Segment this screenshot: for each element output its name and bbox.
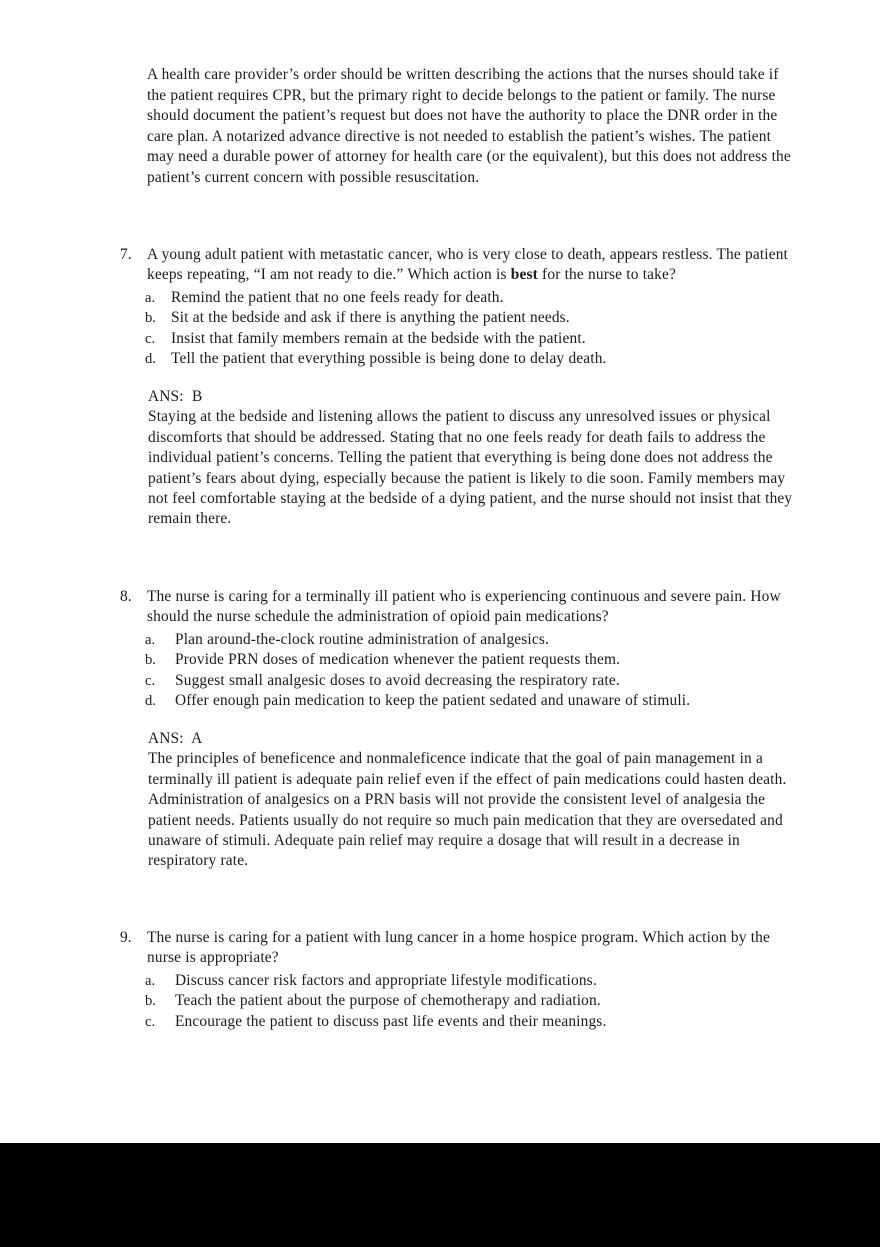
option-letter: d. <box>145 693 156 710</box>
option-label: Sit at the bedside and ask if there is anything the patient needs. <box>171 309 570 327</box>
answer-key: ANS: B <box>148 387 203 405</box>
option-item[interactable] <box>0 971 880 991</box>
option-letter: c. <box>145 330 156 347</box>
option-label: Plan around-the-clock routine administration of analgesics. <box>175 630 549 648</box>
option-label: Remind the patient that no one feels ready for death. <box>171 288 504 306</box>
option-label: Offer enough pain medication to keep the patient sedated and unaware of stimuli. <box>175 692 691 710</box>
option-letter: a. <box>145 289 156 306</box>
option-letter: d. <box>145 351 156 368</box>
option-label: Insist that family members remain at the bedside with the patient. <box>171 329 586 347</box>
intro-paragraph: A health care provider’s order should be written describing the actions that the nurses should take if the patient requires CPR, but the primary right to decide belongs to the patient or family. The nurse should document the patient’s request but does not have the authority to place the DNR order in the care plan. A notarized advance directive is not needed to establish the patient’s wishes. The patient may need a durable power of attorney for health care (or the equivalent), but this does not address the patient’s current concern with possible resuscitation. <box>147 66 791 186</box>
option-letter: b. <box>145 993 156 1010</box>
option-letter: c. <box>145 672 156 689</box>
option-label: Suggest small analgesic doses to avoid decreasing the respiratory rate. <box>175 671 620 689</box>
question-block-8 <box>0 587 880 872</box>
option-item[interactable] <box>0 691 880 711</box>
option-item[interactable] <box>0 308 880 328</box>
question-block-9 <box>0 928 880 1032</box>
question-9-header <box>0 928 802 969</box>
option-letter: b. <box>145 310 156 327</box>
option-label: Tell the patient that everything possible is being done to delay death. <box>171 350 607 368</box>
question-8-stem: The nurse is caring for a terminally ill patient who is experiencing continuous and severe pain. How should the nurse schedule the administration of opioid pain medications? <box>147 588 781 626</box>
question-7-header <box>0 245 802 286</box>
option-item[interactable] <box>0 1012 880 1032</box>
option-label: Provide PRN doses of medication whenever the patient requests them. <box>175 651 621 669</box>
answer-rationale: The principles of beneficence and nonmaleficence indicate that the goal of pain management in a terminally ill patient is adequate pain relief even if the effect of pain medications could hasten death. Administration of analgesics on a PRN basis will not provide the consistent level of analgesia the patient needs. Patients usually do not require so much pain medication that they are oversedated and unaware of stimuli. Adequate pain relief may require a dosage that will result in a decrease in respiratory rate. <box>148 750 787 870</box>
question-7-stem-part1: A young adult patient with metastatic cancer, who is very close to death, appears restless. The patient keeps repeating, “I am not ready to die.” Which action is <box>147 246 788 284</box>
option-item[interactable] <box>0 630 880 650</box>
option-item[interactable] <box>0 349 880 369</box>
option-label: Teach the patient about the purpose of chemotherapy and radiation. <box>175 992 601 1010</box>
option-letter: a. <box>145 631 156 648</box>
question-8-number: 8. <box>120 588 132 605</box>
question-7-options <box>0 288 880 370</box>
question-8-answer-block <box>0 729 805 872</box>
question-7-number: 7. <box>120 246 132 263</box>
option-item[interactable] <box>0 671 880 691</box>
question-7-stem <box>147 245 802 286</box>
option-letter: a. <box>145 972 156 989</box>
answer-key: ANS: A <box>148 729 203 747</box>
question-8-options <box>0 630 880 712</box>
question-9-number: 9. <box>120 929 132 946</box>
scan-edge-band <box>0 1143 880 1247</box>
option-letter: b. <box>145 652 156 669</box>
option-label: Encourage the patient to discuss past life events and their meanings. <box>175 1012 607 1030</box>
question-7-stem-emphasis: best <box>510 266 538 284</box>
question-7-stem-part2: for the nurse to take? <box>537 266 676 284</box>
option-item[interactable] <box>0 991 880 1011</box>
question-9-options <box>0 971 880 1032</box>
option-label: Discuss cancer risk factors and appropriate lifestyle modifications. <box>175 971 597 989</box>
question-9-stem: The nurse is caring for a patient with lung cancer in a home hospice program. Which action by the nurse is appropriate? <box>147 929 771 967</box>
answer-rationale: Staying at the bedside and listening allows the patient to discuss any unresolved issues or physical discomforts that should be addressed. Stating that no one feels ready for death fails to address the individual patient’s concerns. Telling the patient that everything is being done does not address the patient’s fears about dying, especially because the patient is likely to die soon. Family members may not feel comfortable staying at the bedside of a dying patient, and the nurse should not insist that they remain there. <box>148 408 793 528</box>
question-7-answer-block <box>0 387 805 530</box>
question-8-header <box>0 587 802 628</box>
option-item[interactable] <box>0 329 880 349</box>
option-item[interactable] <box>0 288 880 308</box>
option-item[interactable] <box>0 650 880 670</box>
question-block-7 <box>0 245 880 530</box>
option-letter: c. <box>145 1013 156 1030</box>
